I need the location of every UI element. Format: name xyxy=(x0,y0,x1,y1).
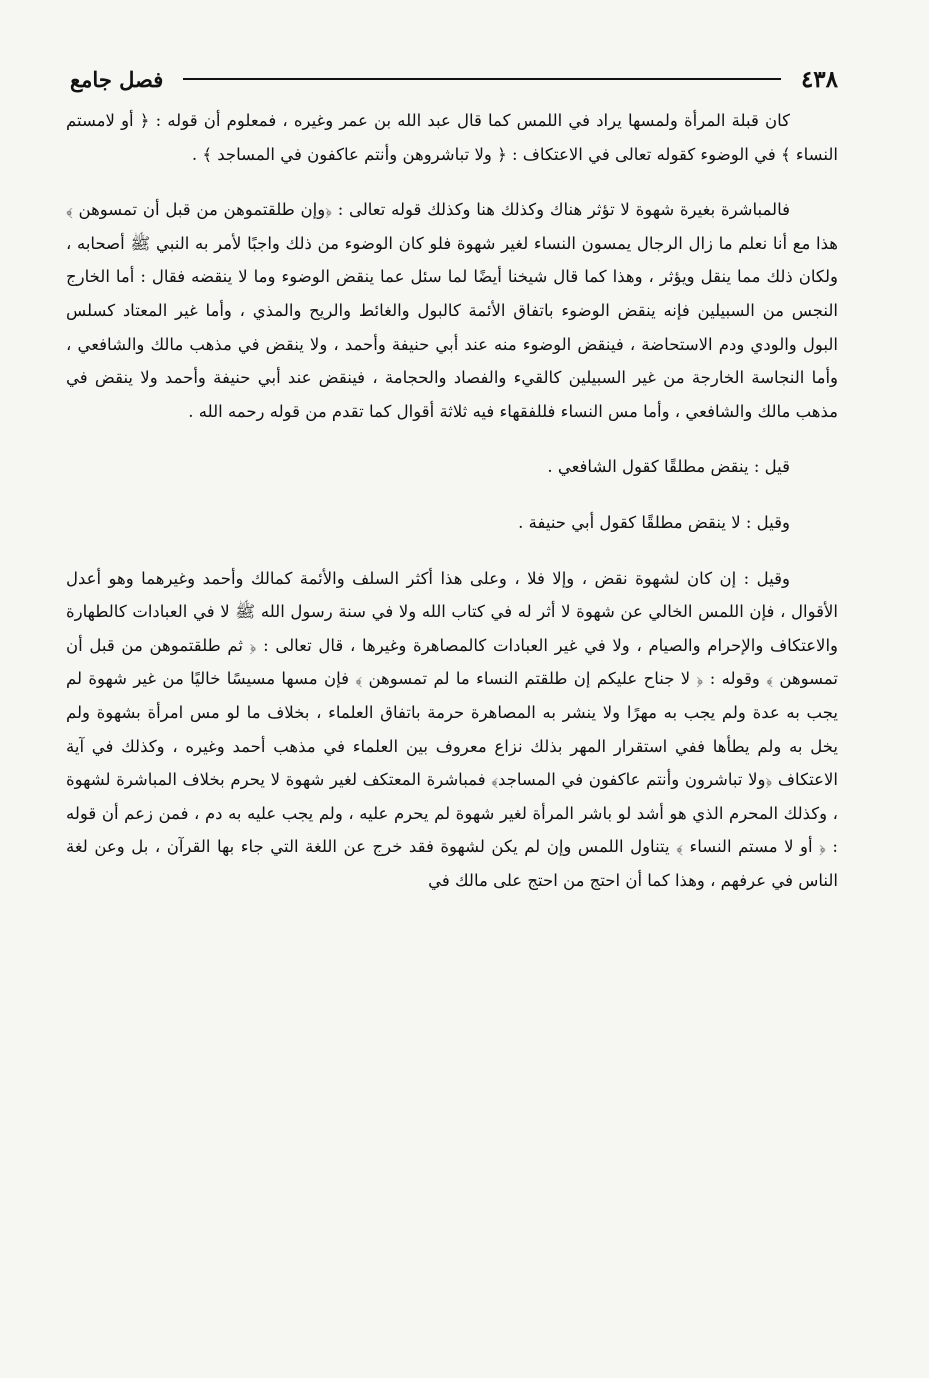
page-number: ٤٣٨ xyxy=(800,65,838,93)
section-title: فصل جامع xyxy=(70,66,164,92)
page-header xyxy=(70,62,838,96)
page-body xyxy=(66,104,838,897)
paragraph-2: فالمباشرة بغيرة شهوة لا تؤثر هناك وكذلك هنا وكذلك قوله تعالى : ﴿وإن طلقتموهن من قبل أن تمسوهن ﴾ هذا مع أنا نعلم ما زال الرجال يمسون النساء لغير شهوة فلو كان الوضوء من ذلك واجبًا لأمر به النبي ﷺ أصحابه ، ولكان ذلك مما ينقل ويؤثر ، وهذا كما قال شيخنا أيضًا لما سئل عما ينقض الوضوء وما لا ينقضه فقال : أما الخارج النجس من السبيلين فإنه ينقض الوضوء باتفاق الأئمة كالبول والغائط والريح والمذي ، وأما غير المعتاد كسلس البول والودي ودم الاستحاضة ، فينقض الوضوء منه عند أبي حنيفة وأحمد ، ولا ينقض في مذهب مالك والشافعي ، وأما النجاسة الخارجة من غير السبيلين كالقيء والفصاد والحجامة ، فينقض عند أبي حنيفة وأحمد ولا ينقض في مذهب مالك والشافعي ، وأما مس النساء فللفقهاء فيه ثلاثة أقوال كما تقدم من قوله رحمه الله . xyxy=(66,200,838,421)
header-rule xyxy=(183,78,781,80)
paragraph-5: وقيل : إن كان لشهوة نقض ، وإلا فلا ، وعلى هذا أكثر السلف والأئمة كمالك وأحمد وغيرهما وهو أعدل الأقوال ، فإن اللمس الخالي عن شهوة لا أثر له في كتاب الله ولا في سنة رسول الله ﷺ لا في العبادات كالطهارة والاعتكاف والإحرام والصيام ، ولا في غير العبادات كالمصاهرة وغيرها ، قال تعالى : ﴿ ثم طلقتموهن من قبل أن تمسوهن ﴾ وقوله : ﴿ لا جناح عليكم إن طلقتم النساء ما لم تمسوهن ﴾ فإن مسها مسيسًا خاليًا من غير شهوة لم يجب به عدة ولم يجب به مهرًا ولا ينشر به المصاهرة حرمة باتفاق العلماء ، بخلاف ما لو مس امرأة بشهوة ولم يخل به ولم يطأها ففي استقرار المهر بذلك نزاع معروف بين العلماء في مذهب أحمد وغيره ، وكذلك في آية الاعتكاف ﴿ولا تباشرون وأنتم عاكفون في المساجد﴾ فمباشرة المعتكف لغير شهوة لا يحرم بخلاف المباشرة لشهوة ، وكذلك المحرم الذي هو أشد لو باشر المرأة لغير شهوة لم يحرم عليه ، ولم يجب عليه به دم ، فمن زعم أن قوله : ﴿ أو لا مستم النساء ﴾ يتناول اللمس وإن لم يكن لشهوة فقد خرج عن اللغة التي جاء بها القرآن ، بل وعن لغة الناس في عرفهم ، وهذا كما أن احتج من احتج على مالك في xyxy=(66,568,838,890)
paragraph-3: قيل : ينقض مطلقًا كقول الشافعي . xyxy=(547,457,790,477)
paragraph-1: كان قبلة المرأة ولمسها يراد في اللمس كما قال عبد الله بن عمر وغيره ، فمعلوم أن قوله : ﴿ أو لامستم النساء ﴾ في الوضوء كقوله تعالى في الاعتكاف : ﴿ ولا تباشروهن وأنتم عاكفون في المساجد ﴾ . xyxy=(66,111,838,164)
paragraph-4: وقيل : لا ينقض مطلقًا كقول أبي حنيفة . xyxy=(518,512,790,532)
